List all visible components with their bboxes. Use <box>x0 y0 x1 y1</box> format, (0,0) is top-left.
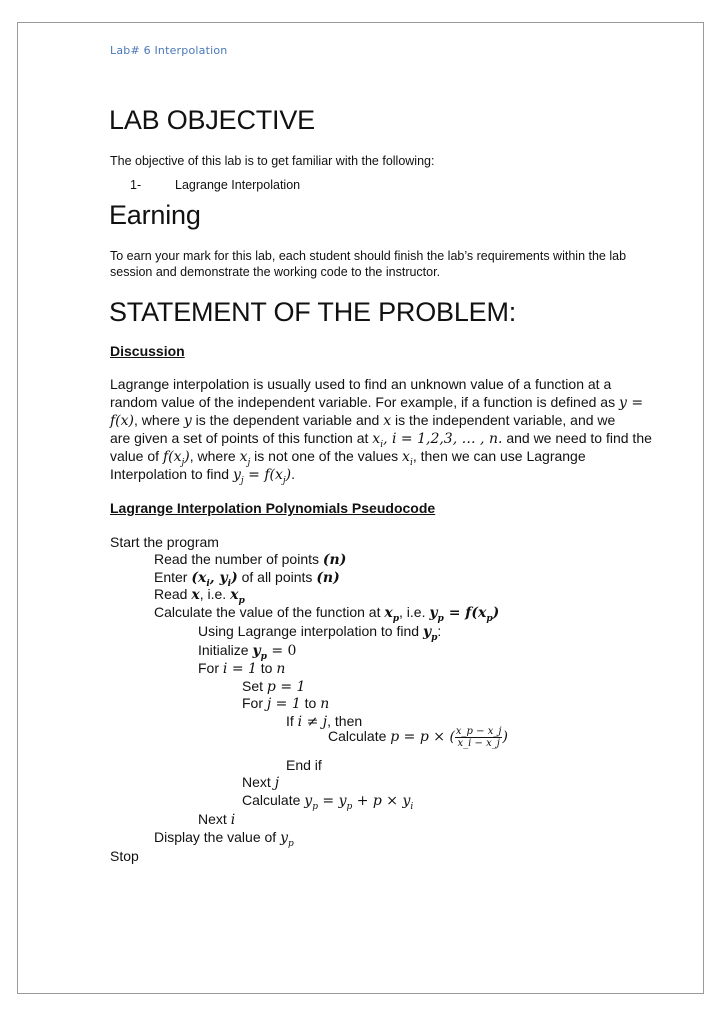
objective-item-text: Lagrange Interpolation <box>175 178 301 192</box>
objective-item-number: 1- <box>130 178 142 192</box>
pseudo-calc-p: Calculate p = p × ( $\frac{x\_p - x\_j}{x\_i - x\_j}$ ) <box>328 726 508 749</box>
pseudo-read-x: Read x, i.e. $x_p$ <box>154 586 245 606</box>
page-header: Lab# 6 Interpolation <box>110 44 228 57</box>
earning-line-2: session and demonstrate the working code to the instructor. <box>110 265 441 279</box>
pseudo-next-j: Next j <box>242 774 280 791</box>
earning-line-1: To earn your mark for this lab, each student should finish the lab’s requirements within the lab <box>110 249 627 263</box>
pseudo-set-p: Set p = 1 <box>242 678 306 695</box>
pseudo-calc-function: Calculate the value of the function at $x_p$, i.e. $y_p = f(x_p)$ <box>154 604 500 624</box>
discussion-line-5: value of $f(x_j)$, where $x_j$ is not one of the values $x_i$, then we can use Lagrange <box>110 448 586 468</box>
discussion-line-6: Interpolation to find $y_j = f(x_j)$. <box>110 466 296 486</box>
pseudocode-heading: Lagrange Interpolation Polynomials Pseudocode <box>110 500 436 516</box>
discussion-heading: Discussion <box>110 343 185 359</box>
pseudo-stop: Stop <box>110 848 139 864</box>
pseudo-for-j: For j = 1 to n <box>242 695 330 712</box>
pseudo-initialize: Initialize $y_p = 0$ <box>198 642 297 662</box>
pseudo-calc-y: Calculate $y_p = y_p + p \times y_i$ <box>242 792 414 812</box>
objective-heading: LAB OBJECTIVE <box>109 105 315 135</box>
discussion-line-2: random value of the independent variable. For example, if a function is defined as y = <box>110 394 644 411</box>
pseudo-read-points: Read the number of points (n) <box>154 551 347 568</box>
lagrange-fraction: $\frac{x\_p - x\_j}{x\_i - x\_j}$ <box>455 726 502 749</box>
pseudo-if: If i ≠ j, then <box>286 713 363 730</box>
objective-intro: The objective of this lab is to get familiar with the following: <box>110 154 435 168</box>
pseudo-for-i: For i = 1 to n <box>198 660 286 677</box>
pseudo-start: Start the program <box>110 534 219 550</box>
pseudo-using-lagrange: Using Lagrange interpolation to find $y_p$: <box>198 623 442 643</box>
problem-heading: STATEMENT OF THE PROBLEM: <box>109 297 517 327</box>
earning-heading: Earning <box>109 200 201 230</box>
discussion-line-1: Lagrange interpolation is usually used to find an unknown value of a function at a <box>110 376 612 392</box>
pseudo-end-if: End if <box>286 757 322 773</box>
discussion-line-4: are given a set of points of this function at $x_i$, i = 1,2,3, … , n. and we need to find the <box>110 430 652 450</box>
pseudo-next-i: Next i <box>198 811 236 828</box>
pseudo-display: Display the value of $y_p$ <box>154 829 294 849</box>
pseudo-enter-points: Enter ($x_i$, $y_i$) of all points (n) <box>154 569 340 589</box>
discussion-line-3: f(x), where y is the dependent variable and x is the independent variable, and we <box>110 412 616 429</box>
